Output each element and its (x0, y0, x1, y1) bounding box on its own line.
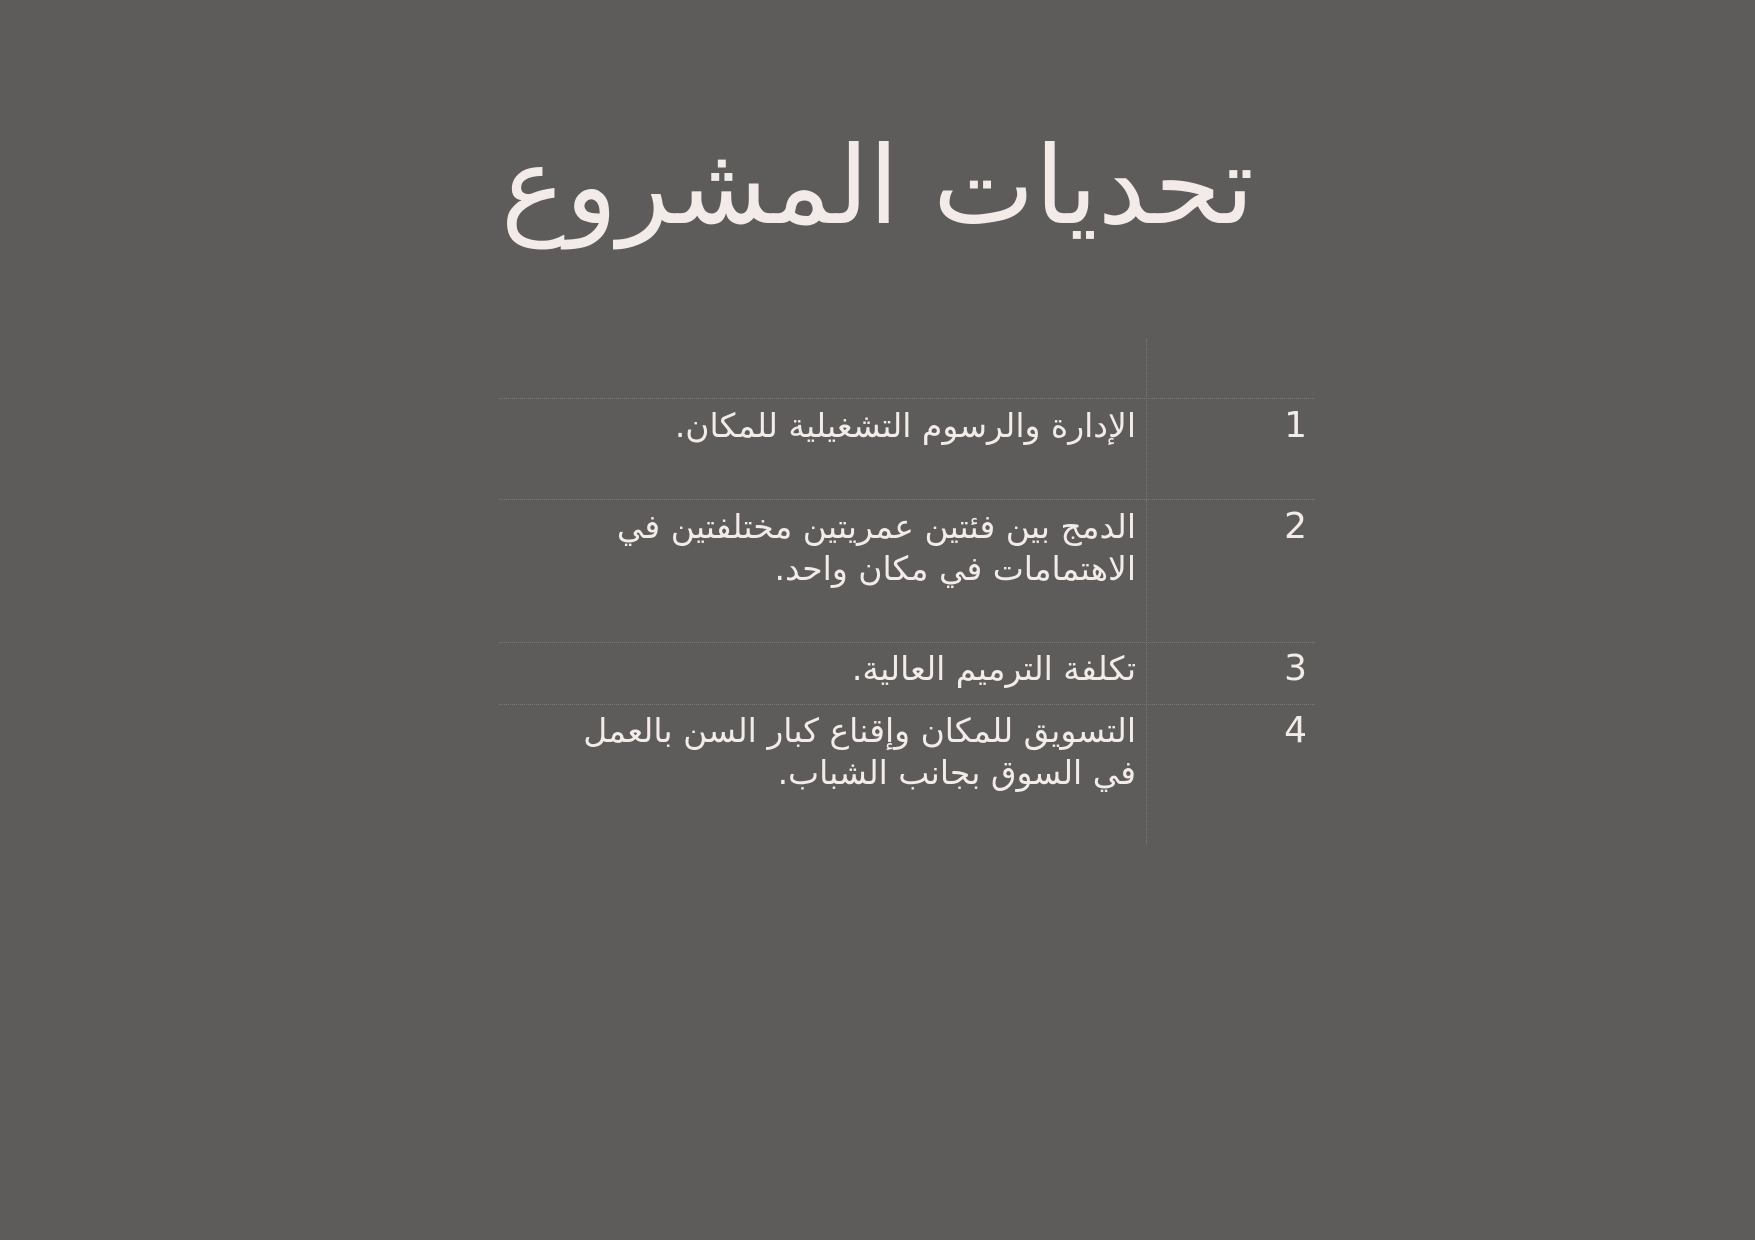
row-divider (499, 499, 1315, 500)
row-divider (499, 398, 1315, 399)
page-title: تحديات المشروع (500, 124, 1255, 249)
row-number: 3 (1284, 648, 1307, 689)
row-number: 1 (1284, 405, 1307, 446)
row-text: التسويق للمكان وإقناع كبار السن بالعمل في السوق بجانب الشباب. (583, 711, 1136, 792)
row-text: الإدارة والرسوم التشغيلية للمكان. (674, 406, 1136, 445)
row-divider (499, 642, 1315, 643)
row-text: تكلفة الترميم العالية. (851, 649, 1136, 688)
row-divider (499, 704, 1315, 705)
column-divider (1146, 339, 1147, 845)
row-text: الدمج بين فئتين عمريتين مختلفتين في الاهتمامات في مكان واحد. (616, 507, 1136, 588)
row-number: 2 (1284, 506, 1307, 547)
row-number: 4 (1284, 710, 1307, 751)
